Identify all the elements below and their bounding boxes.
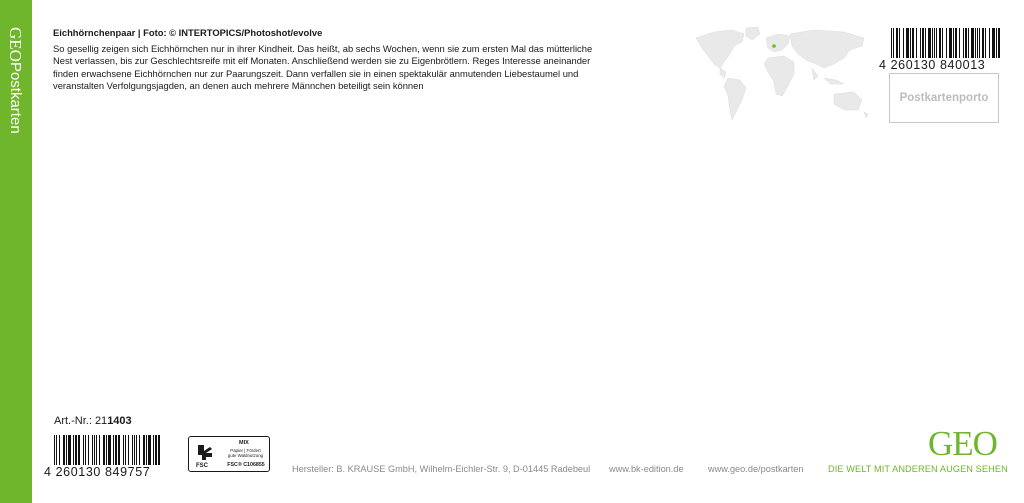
barcode-bar xyxy=(143,435,145,465)
stamp-label: Postkartenporto xyxy=(899,92,989,104)
barcode-bar xyxy=(916,28,917,58)
article-prefix: Art.-Nr.: 21 xyxy=(54,415,108,427)
barcode-bar xyxy=(88,435,89,465)
barcode-top xyxy=(879,28,1001,70)
fsc-line1: Papier | Fördert xyxy=(230,448,261,453)
barcode-bar xyxy=(139,435,140,465)
sidebar-label: Postkarten xyxy=(7,61,24,134)
barcode-bar xyxy=(54,435,55,465)
barcode-bar xyxy=(68,435,71,465)
barcode-bar xyxy=(953,28,954,58)
slogan-text: DIE WELT MIT ANDEREN AUGEN SEHEN xyxy=(828,464,1008,474)
barcode-bar xyxy=(906,28,909,58)
fsc-tree-icon xyxy=(192,439,222,469)
barcode-bar xyxy=(998,28,1000,58)
barcode-bar xyxy=(977,28,978,58)
barcode-bar xyxy=(75,435,77,465)
barcode-bar xyxy=(103,435,105,465)
manufacturer-text: Hersteller: B. KRAUSE GmbH, Wilhelm-Eichler-Str. 9, D-01445 Radebeul xyxy=(292,464,591,474)
barcode-bar xyxy=(153,435,154,465)
barcode-bar xyxy=(910,28,911,58)
barcode-bar xyxy=(936,28,937,58)
location-dot xyxy=(772,44,776,48)
sidebar-geo: GEO xyxy=(6,27,25,62)
barcode-bar xyxy=(992,28,995,58)
barcode-bar xyxy=(925,28,926,58)
caption-line: Nest verlassen, bis zur Geschlechtsreife mit elf Monaten. Anschließend werden sie zu Eigenbrötlern. Reges Interesse aneinander xyxy=(53,55,591,67)
article-number xyxy=(54,415,132,427)
barcode-bar xyxy=(118,435,120,465)
barcode-bar xyxy=(932,28,933,58)
caption-title: Eichhörnchenpaar | Foto: © INTERTOPICS/Photoshot/evolve xyxy=(53,27,323,38)
barcode-bar xyxy=(128,435,129,465)
barcode-bar xyxy=(56,435,57,465)
caption-line: So gesellig zeigen sich Eichhörnchen nur in ihrer Kindheit. Das heißt, ab sechs Wochen, wenn sie zum ersten Mal das mütterliche xyxy=(53,42,593,54)
barcode-bar xyxy=(155,435,157,465)
barcode-bar xyxy=(66,435,67,465)
barcode-bar xyxy=(85,435,86,465)
caption-block xyxy=(53,27,593,93)
website-geo-link[interactable]: www.geo.de/postkarten xyxy=(708,464,804,474)
barcode-bottom-digits: 4 260130 849757 xyxy=(44,465,151,479)
barcode-bar xyxy=(83,435,84,465)
barcode-bar xyxy=(134,435,135,465)
barcode-bar xyxy=(975,28,976,58)
barcode-bar xyxy=(955,28,957,58)
barcode-bar xyxy=(78,435,80,465)
barcode-bar xyxy=(971,28,974,58)
fsc-badge xyxy=(188,436,270,472)
barcode-bar xyxy=(989,28,990,58)
sidebar-brand xyxy=(5,27,25,134)
barcode-top-digits: 4 260130 840013 xyxy=(879,58,986,72)
barcode-bar xyxy=(106,435,107,465)
barcode-bar xyxy=(982,28,984,58)
website-bk-link[interactable]: www.bk-edition.de xyxy=(609,464,684,474)
fsc-code: FSC® C106855 xyxy=(227,462,265,468)
fsc-lines xyxy=(223,448,268,458)
barcode-bar xyxy=(113,435,114,465)
barcode-bar xyxy=(136,435,137,465)
barcode-bar xyxy=(959,28,960,58)
barcode-bar xyxy=(99,435,100,465)
barcode-bar xyxy=(115,435,117,465)
barcode-bar xyxy=(146,435,147,465)
article-bold: 1403 xyxy=(107,415,132,427)
barcode-bar xyxy=(985,28,986,58)
barcode-bar xyxy=(896,28,898,58)
barcode-bar xyxy=(96,435,97,465)
barcode-bar xyxy=(979,28,980,58)
barcode-bar xyxy=(94,435,95,465)
barcode-bar xyxy=(132,435,133,465)
sidebar-band xyxy=(0,0,32,503)
barcode-bar xyxy=(891,28,892,58)
barcode-bar xyxy=(59,435,60,465)
barcode-bar xyxy=(968,28,969,58)
barcode-bar xyxy=(928,28,931,58)
barcode-bar xyxy=(934,28,935,58)
fsc-line2: gute Waldnutzung xyxy=(227,453,264,458)
barcode-bar xyxy=(946,28,947,58)
barcode-bar xyxy=(965,28,967,58)
barcode-bar xyxy=(92,435,93,465)
barcode-bar xyxy=(903,28,904,58)
barcode-bar xyxy=(942,28,943,58)
barcode-bar xyxy=(123,435,124,465)
barcode-bar xyxy=(996,28,997,58)
barcode-bar xyxy=(125,435,126,465)
barcode-bar xyxy=(158,435,160,465)
caption-line: finden erwachsene Eichhörnchen nur zur Paarungszeit. Dann verfallen sie in einen spektakulär anmutenden Liebestaumel und xyxy=(53,67,579,79)
barcode-bar xyxy=(939,28,941,58)
barcode-bar xyxy=(963,28,964,58)
fsc-logo-text: FSC xyxy=(196,463,208,469)
caption-line: veranstalten Verfolgungsjagden, an denen auch mehrere Männchen beteiligt sein können xyxy=(53,80,424,92)
barcode-bottom xyxy=(44,435,166,477)
barcode-top-icon xyxy=(891,28,1013,58)
barcode-bar xyxy=(949,28,952,58)
stamp-box xyxy=(889,73,999,123)
barcode-bar xyxy=(108,435,111,465)
barcode-bar xyxy=(73,435,74,465)
barcode-bar xyxy=(920,28,921,58)
barcode-bar xyxy=(63,435,65,465)
barcode-bar xyxy=(148,435,151,465)
world-map-icon xyxy=(694,24,874,126)
barcode-bar xyxy=(893,28,894,58)
barcode-bar xyxy=(912,28,914,58)
geo-logo: GEO xyxy=(928,424,997,463)
barcode-bottom-icon xyxy=(54,435,164,465)
barcode-bar xyxy=(899,28,900,58)
fsc-mix: MIX xyxy=(239,440,249,446)
barcode-bar xyxy=(922,28,924,58)
